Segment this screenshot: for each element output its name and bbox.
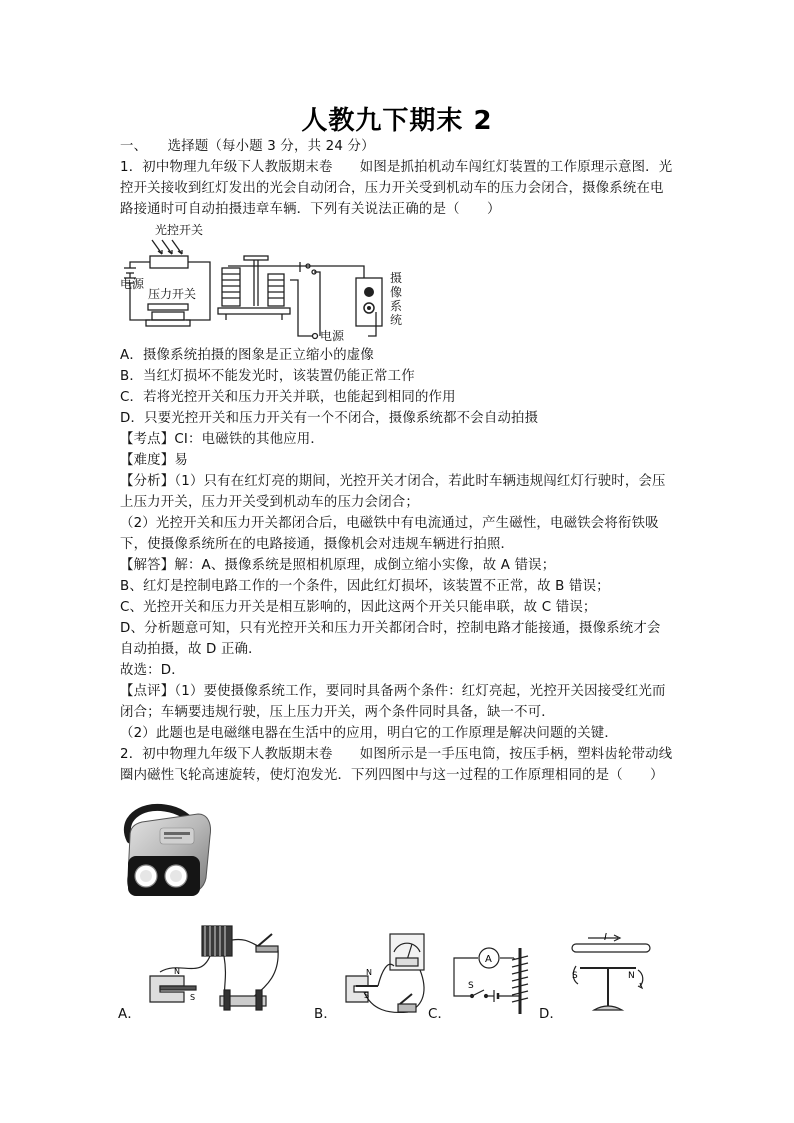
section-heading: 一、 选择题（每小题 3 分，共 24 分） xyxy=(120,139,375,154)
q1-analysis-line: 闭合；车辆要违规行驶，压上压力开关，两个条件同时具备，缺一不可． xyxy=(120,705,555,720)
q1-option-d: D．只要光控开关和压力开关有一个不闭合，摄像系统都不会自动拍摄 xyxy=(120,411,539,426)
q1-option-c: C．若将光控开关和压力开关并联，也能起到相同的作用 xyxy=(120,390,456,405)
q2-text-line: 圈内磁性飞轮高速旋转，使灯泡发光．下列四图中与这一过程的工作原理相同的是（ ） xyxy=(120,768,664,783)
q2-figure-b xyxy=(338,930,438,1020)
fig-c-s-label: S xyxy=(468,981,474,991)
hand-flashlight-image xyxy=(120,800,215,900)
q1-analysis-line: D、分析题意可知，只有光控开关和压力开关都闭合时，控制电路才能接通，摄像系统才会 xyxy=(120,621,661,636)
light-switch-label: 光控开关 xyxy=(155,223,204,237)
fig-a-n-label: N xyxy=(174,967,180,976)
q1-analysis-line: 【难度】易 xyxy=(120,453,188,468)
q1-text-line: 路接通时可自动拍摄违章车辆．下列有关说法正确的是（ ） xyxy=(120,202,501,217)
q2-figure-c xyxy=(448,940,538,1020)
q2-figure-d xyxy=(558,930,658,1020)
fig-d-n-label: N xyxy=(628,971,635,981)
q1-analysis-line: C、光控开关和压力开关是相互影响的，因此这两个开关只能串联，故 C 错误； xyxy=(120,600,597,615)
power-label-bottom: 电源 xyxy=(320,329,345,343)
q2-option-d-label: D． xyxy=(539,1007,564,1022)
fig-b-n-label: N xyxy=(366,968,372,977)
q1-analysis-line: 【考点】CI：电磁铁的其他应用． xyxy=(120,432,324,447)
q1-analysis-line: 自动拍摄，故 D 正确． xyxy=(120,642,262,657)
q1-analysis-line: （2）此题也是电磁继电器在生活中的应用，明白它的工作原理是解决问题的关键． xyxy=(120,726,618,741)
q2-option-c-label: C． xyxy=(428,1007,452,1022)
q2-option-b-label: B． xyxy=(314,1007,337,1022)
q1-analysis-line: 下，使摄像系统所在的电路接通，摄像机会对违规车辆进行拍照． xyxy=(120,537,515,552)
fig-d-current-label: I xyxy=(604,932,607,943)
fig-d-s-label: S xyxy=(572,971,578,981)
q1-circuit-diagram xyxy=(118,220,418,345)
q2-figure-a xyxy=(140,920,290,1020)
q1-analysis-line: 【点评】（1）要使摄像系统工作，要同时具备两个条件：红灯亮起，光控开关因接受红光而 xyxy=(120,684,666,699)
q1-analysis-line: 【分析】（1）只有在红灯亮的期间，光控开关才闭合，若此时车辆违规闯红灯行驶时，会压 xyxy=(120,474,666,489)
q1-text-line: 1．初中物理九年级下人教版期末卷 如图是抓拍机动车闯红灯装置的工作原理示意图．光 xyxy=(120,160,673,175)
q1-analysis-line: B、红灯是控制电路工作的一个条件，因此红灯损坏，该装置不正常，故 B 错误； xyxy=(120,579,610,594)
power-label-left: 电源 xyxy=(120,277,145,291)
fig-a-s-label: S xyxy=(190,993,196,1002)
q2-text-line: 2．初中物理九年级下人教版期末卷 如图所示是一手压电筒，按压手柄，塑料齿轮带动线 xyxy=(120,747,673,762)
page-title: 人教九下期末 2 xyxy=(301,106,493,136)
q2-option-a-label: A． xyxy=(118,1007,141,1022)
camera-icon xyxy=(364,287,374,313)
q1-analysis-line: 故选：D． xyxy=(120,663,185,678)
q1-text-line: 控开关接收到红灯发出的光会自动闭合，压力开关受到机动车的压力会闭合，摄像系统在电 xyxy=(120,181,664,196)
q1-option-b: B．当红灯损坏不能发光时，该装置仍能正常工作 xyxy=(120,369,415,384)
fig-c-ammeter-label: A xyxy=(485,954,492,965)
q1-analysis-line: 【解答】解：A、摄像系统是照相机原理，成倒立缩小实像，故 A 错误； xyxy=(120,558,556,573)
camera-system-label: 摄像系统 xyxy=(390,271,403,327)
q1-analysis-line: 上压力开关，压力开关受到机动车的压力会闭合； xyxy=(120,495,419,510)
fig-b-s-label: S xyxy=(364,991,370,1000)
pressure-switch-label: 压力开关 xyxy=(148,287,197,301)
q1-option-a: A．摄像系统拍摄的图象是正立缩小的虚像 xyxy=(120,348,374,363)
q1-analysis-line: （2）光控开关和压力开关都闭合后，电磁铁中有电流通过，产生磁性，电磁铁会将衔铁吸 xyxy=(120,516,659,531)
